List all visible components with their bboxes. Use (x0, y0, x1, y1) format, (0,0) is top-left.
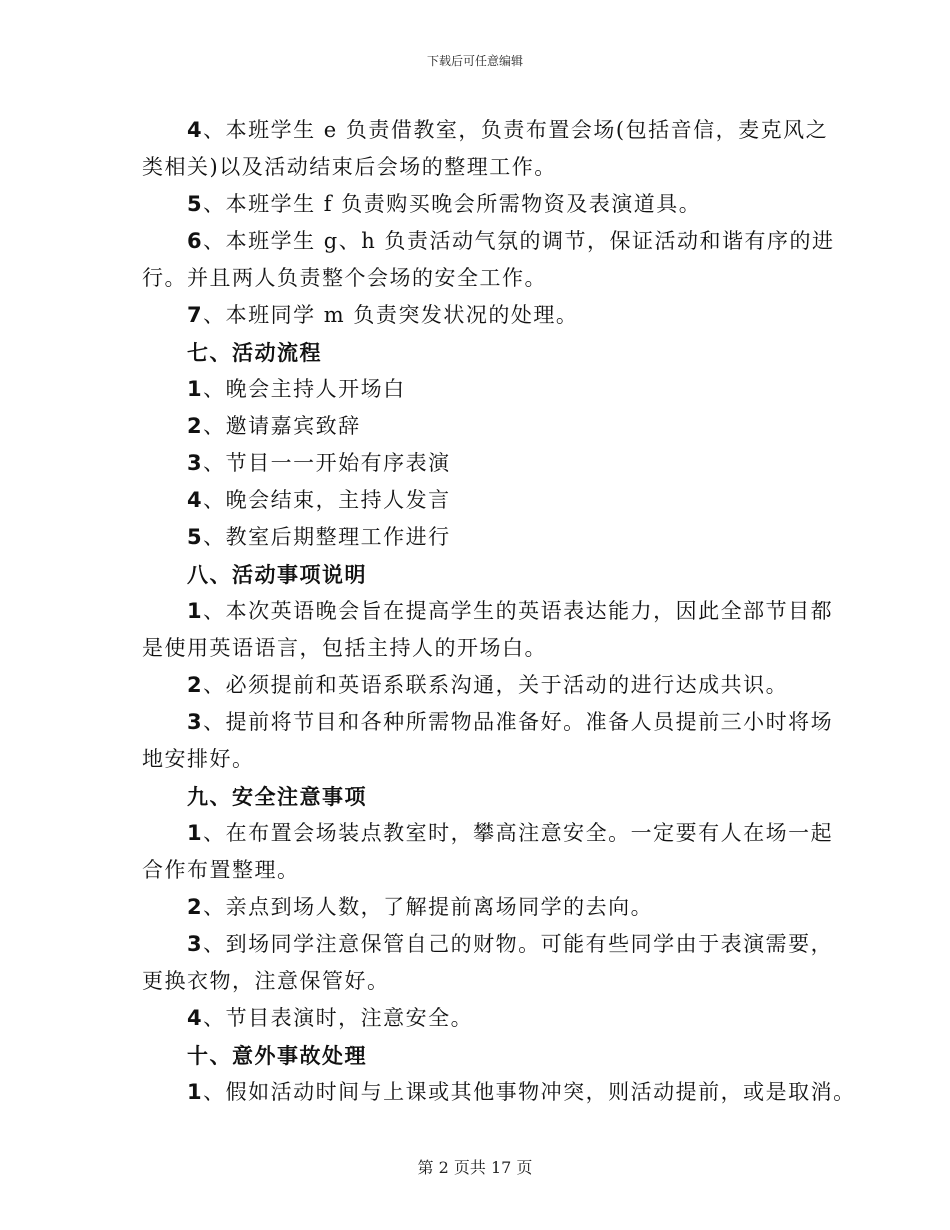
list-item (142, 408, 832, 445)
list-item (142, 297, 832, 334)
item-number: 2 (187, 673, 204, 697)
list-item (142, 112, 832, 149)
list-item (142, 371, 832, 408)
line-text: 地安排好。 (142, 747, 255, 771)
list-item (142, 519, 832, 556)
line-text: 、节目表演时，注意安全。 (203, 1006, 474, 1030)
list-item-continuation (142, 852, 832, 889)
item-number: 1 (187, 1080, 204, 1104)
document-body (142, 112, 856, 1111)
list-item-continuation (142, 260, 832, 297)
section-heading (142, 1037, 832, 1074)
line-text: 、必须提前和英语系联系沟通，关于活动的进行达成共识。 (203, 673, 789, 697)
line-text: 、在布置会场装点教室时，攀高注意安全。一定要有人在场一起 (203, 821, 834, 845)
line-text: 十、意外事故处理 (187, 1043, 367, 1068)
list-item (142, 593, 832, 630)
list-item-continuation (142, 630, 832, 667)
section-heading (142, 334, 832, 371)
line-text: 七、活动流程 (187, 340, 322, 365)
section-heading (142, 556, 832, 593)
item-number: 3 (187, 710, 204, 734)
item-number: 5 (187, 525, 204, 549)
line-text: 、亲点到场人数，了解提前离场同学的去向。 (203, 895, 654, 919)
list-item (142, 889, 832, 926)
list-item (142, 482, 832, 519)
line-text: 、晚会结束，主持人发言 (203, 488, 451, 512)
page-header: 下载后可任意编辑 (426, 54, 523, 68)
section-heading (142, 778, 832, 815)
item-number: 2 (187, 414, 204, 438)
line-text: 类相关)以及活动结束后会场的整理工作。 (142, 155, 557, 179)
item-number: 6 (187, 229, 204, 253)
line-text: 是使用英语语言，包括主持人的开场白。 (142, 636, 547, 660)
page-number: 第 2 页共 17 页 (417, 1158, 533, 1177)
line-text: 更换衣物，注意保管好。 (142, 969, 390, 993)
list-item (142, 815, 832, 852)
item-number: 4 (187, 488, 204, 512)
line-text: 、教室后期整理工作进行 (203, 525, 451, 549)
list-item (142, 223, 835, 260)
item-number: 2 (187, 895, 204, 919)
list-item (142, 926, 832, 963)
line-text: 、本班学生 f 负责购买晚会所需物资及表演道具。 (203, 192, 702, 216)
list-item (142, 667, 832, 704)
item-number: 5 (187, 192, 204, 216)
line-text: 、假如活动时间与上课或其他事物冲突，则活动提前，或是取消。 (203, 1080, 856, 1104)
item-number: 1 (187, 599, 204, 623)
line-text: 九、安全注意事项 (187, 784, 367, 809)
line-text: 行。并且两人负责整个会场的安全工作。 (142, 266, 547, 290)
list-item-continuation (142, 149, 832, 186)
line-text: 、节目一一开始有序表演 (203, 451, 451, 475)
list-item (142, 704, 832, 741)
item-number: 3 (187, 932, 204, 956)
list-item (142, 1000, 832, 1037)
line-text: 、提前将节目和各种所需物品准备好。准备人员提前三小时将场 (203, 710, 834, 734)
line-text: 、晚会主持人开场白 (203, 377, 406, 401)
item-number: 3 (187, 451, 204, 475)
list-item (142, 1074, 856, 1111)
list-item (142, 445, 832, 482)
line-text: 、本班学生 e 负责借教室，负责布置会场(包括音信，麦克风之 (203, 118, 829, 142)
list-item (142, 186, 832, 223)
list-item-continuation (142, 741, 832, 778)
item-number: 1 (187, 377, 204, 401)
list-item-continuation (142, 963, 832, 1000)
item-number: 7 (187, 303, 204, 327)
line-text: 、本班同学 m 负责突发状况的处理。 (203, 303, 579, 327)
line-text: 、本次英语晚会旨在提高学生的英语表达能力，因此全部节目都 (203, 599, 834, 623)
item-number: 1 (187, 821, 204, 845)
line-text: 、邀请嘉宾致辞 (203, 414, 361, 438)
item-number: 4 (187, 118, 204, 142)
line-text: 、本班学生 g、h 负责活动气氛的调节，保证活动和谐有序的进 (203, 229, 835, 253)
line-text: 合作布置整理。 (142, 858, 300, 882)
line-text: 、到场同学注意保管自己的财物。可能有些同学由于表演需要， (203, 932, 834, 956)
item-number: 4 (187, 1006, 204, 1030)
line-text: 八、活动事项说明 (187, 562, 367, 587)
